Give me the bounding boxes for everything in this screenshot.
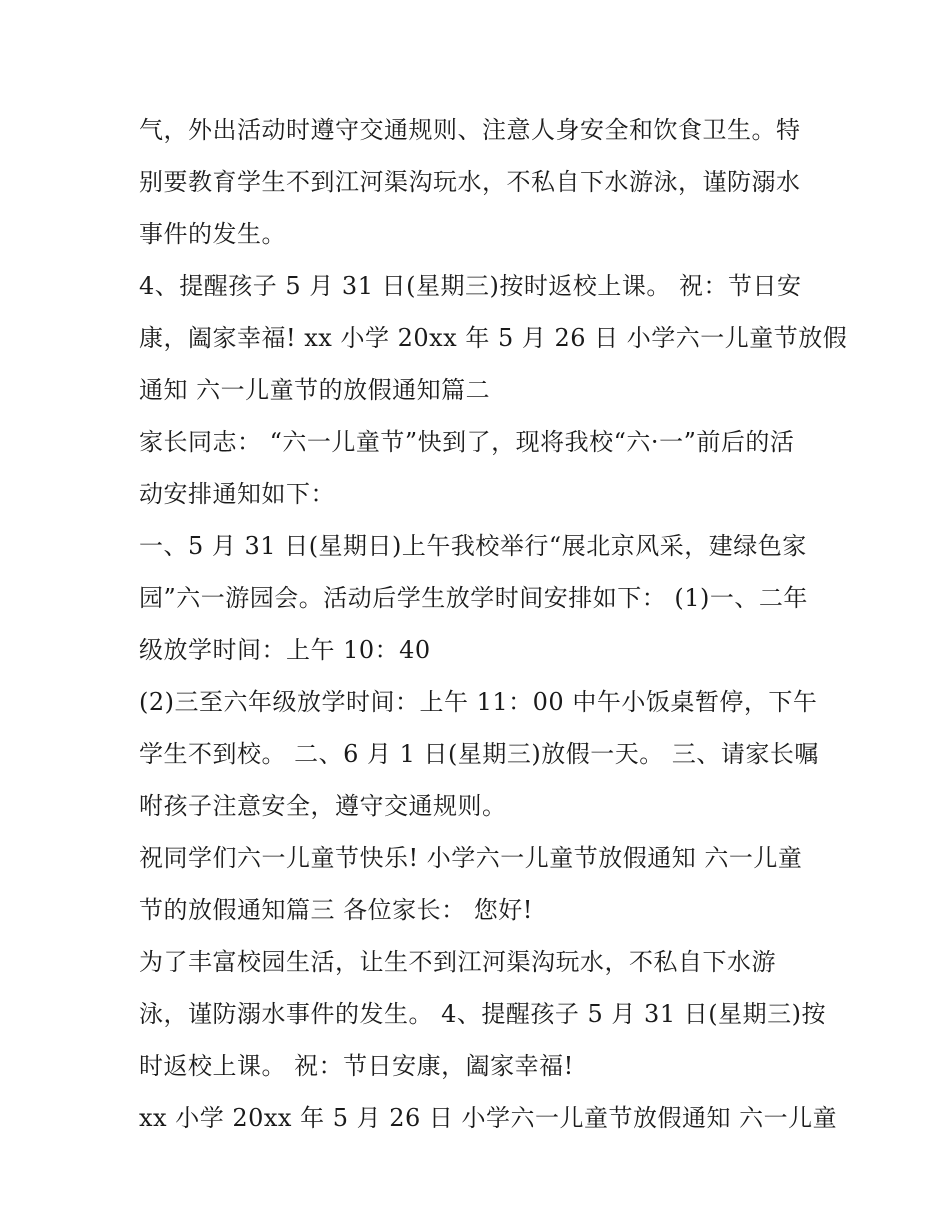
text-line: 别要教育学生不到江河渠沟玩水，不私自下水游泳，谨防溺水 — [139, 168, 801, 196]
text-line: 园”六一游园会。活动后学生放学时间安排如下： (1)一、二年 — [139, 584, 808, 612]
text-line: 气，外出活动时遵守交通规则、注意人身安全和饮食卫生。特 — [139, 116, 801, 144]
text-line: 祝同学们六一儿童节快乐! 小学六一儿童节放假通知 六一儿童 — [139, 844, 803, 872]
text-line: 泳，谨防溺水事件的发生。 4、提醒孩子 5 月 31 日(星期三)按 — [139, 1000, 826, 1028]
text-line: 咐孩子注意安全，遵守交通规则。 — [139, 792, 507, 820]
text-line: 节的放假通知篇三 各位家长： 您好! — [139, 896, 533, 924]
document-body — [139, 108, 848, 1148]
text-line: 动安排通知如下： — [139, 480, 335, 508]
text-line: 康，阖家幸福! xx 小学 20xx 年 5 月 26 日 小学六一儿童节放假 — [139, 324, 848, 352]
text-line: 一、5 月 31 日(星期日)上午我校举行“展北京风采，建绿色家 — [139, 532, 807, 560]
text-line: 4、提醒孩子 5 月 31 日(星期三)按时返校上课。 祝：节日安 — [139, 272, 802, 300]
text-line: 为了丰富校园生活，让生不到江河渠沟玩水，不私自下水游 — [139, 948, 776, 976]
text-line: 通知 六一儿童节的放假通知篇二 — [139, 376, 491, 404]
text-line: xx 小学 20xx 年 5 月 26 日 小学六一儿童节放假通知 六一儿童 — [139, 1104, 838, 1132]
text-line: 学生不到校。 二、6 月 1 日(星期三)放假一天。 三、请家长嘱 — [139, 740, 819, 768]
text-line: 时返校上课。 祝：节日安康，阖家幸福! — [139, 1052, 574, 1080]
text-line: 事件的发生。 — [139, 220, 286, 248]
text-line: 级放学时间：上午 10：40 — [139, 636, 431, 664]
text-line: (2)三至六年级放学时间：上午 11：00 中午小饭桌暂停，下午 — [139, 688, 818, 716]
text-line: 家长同志： “六一儿童节”快到了，现将我校“六·一”前后的活 — [139, 428, 795, 456]
